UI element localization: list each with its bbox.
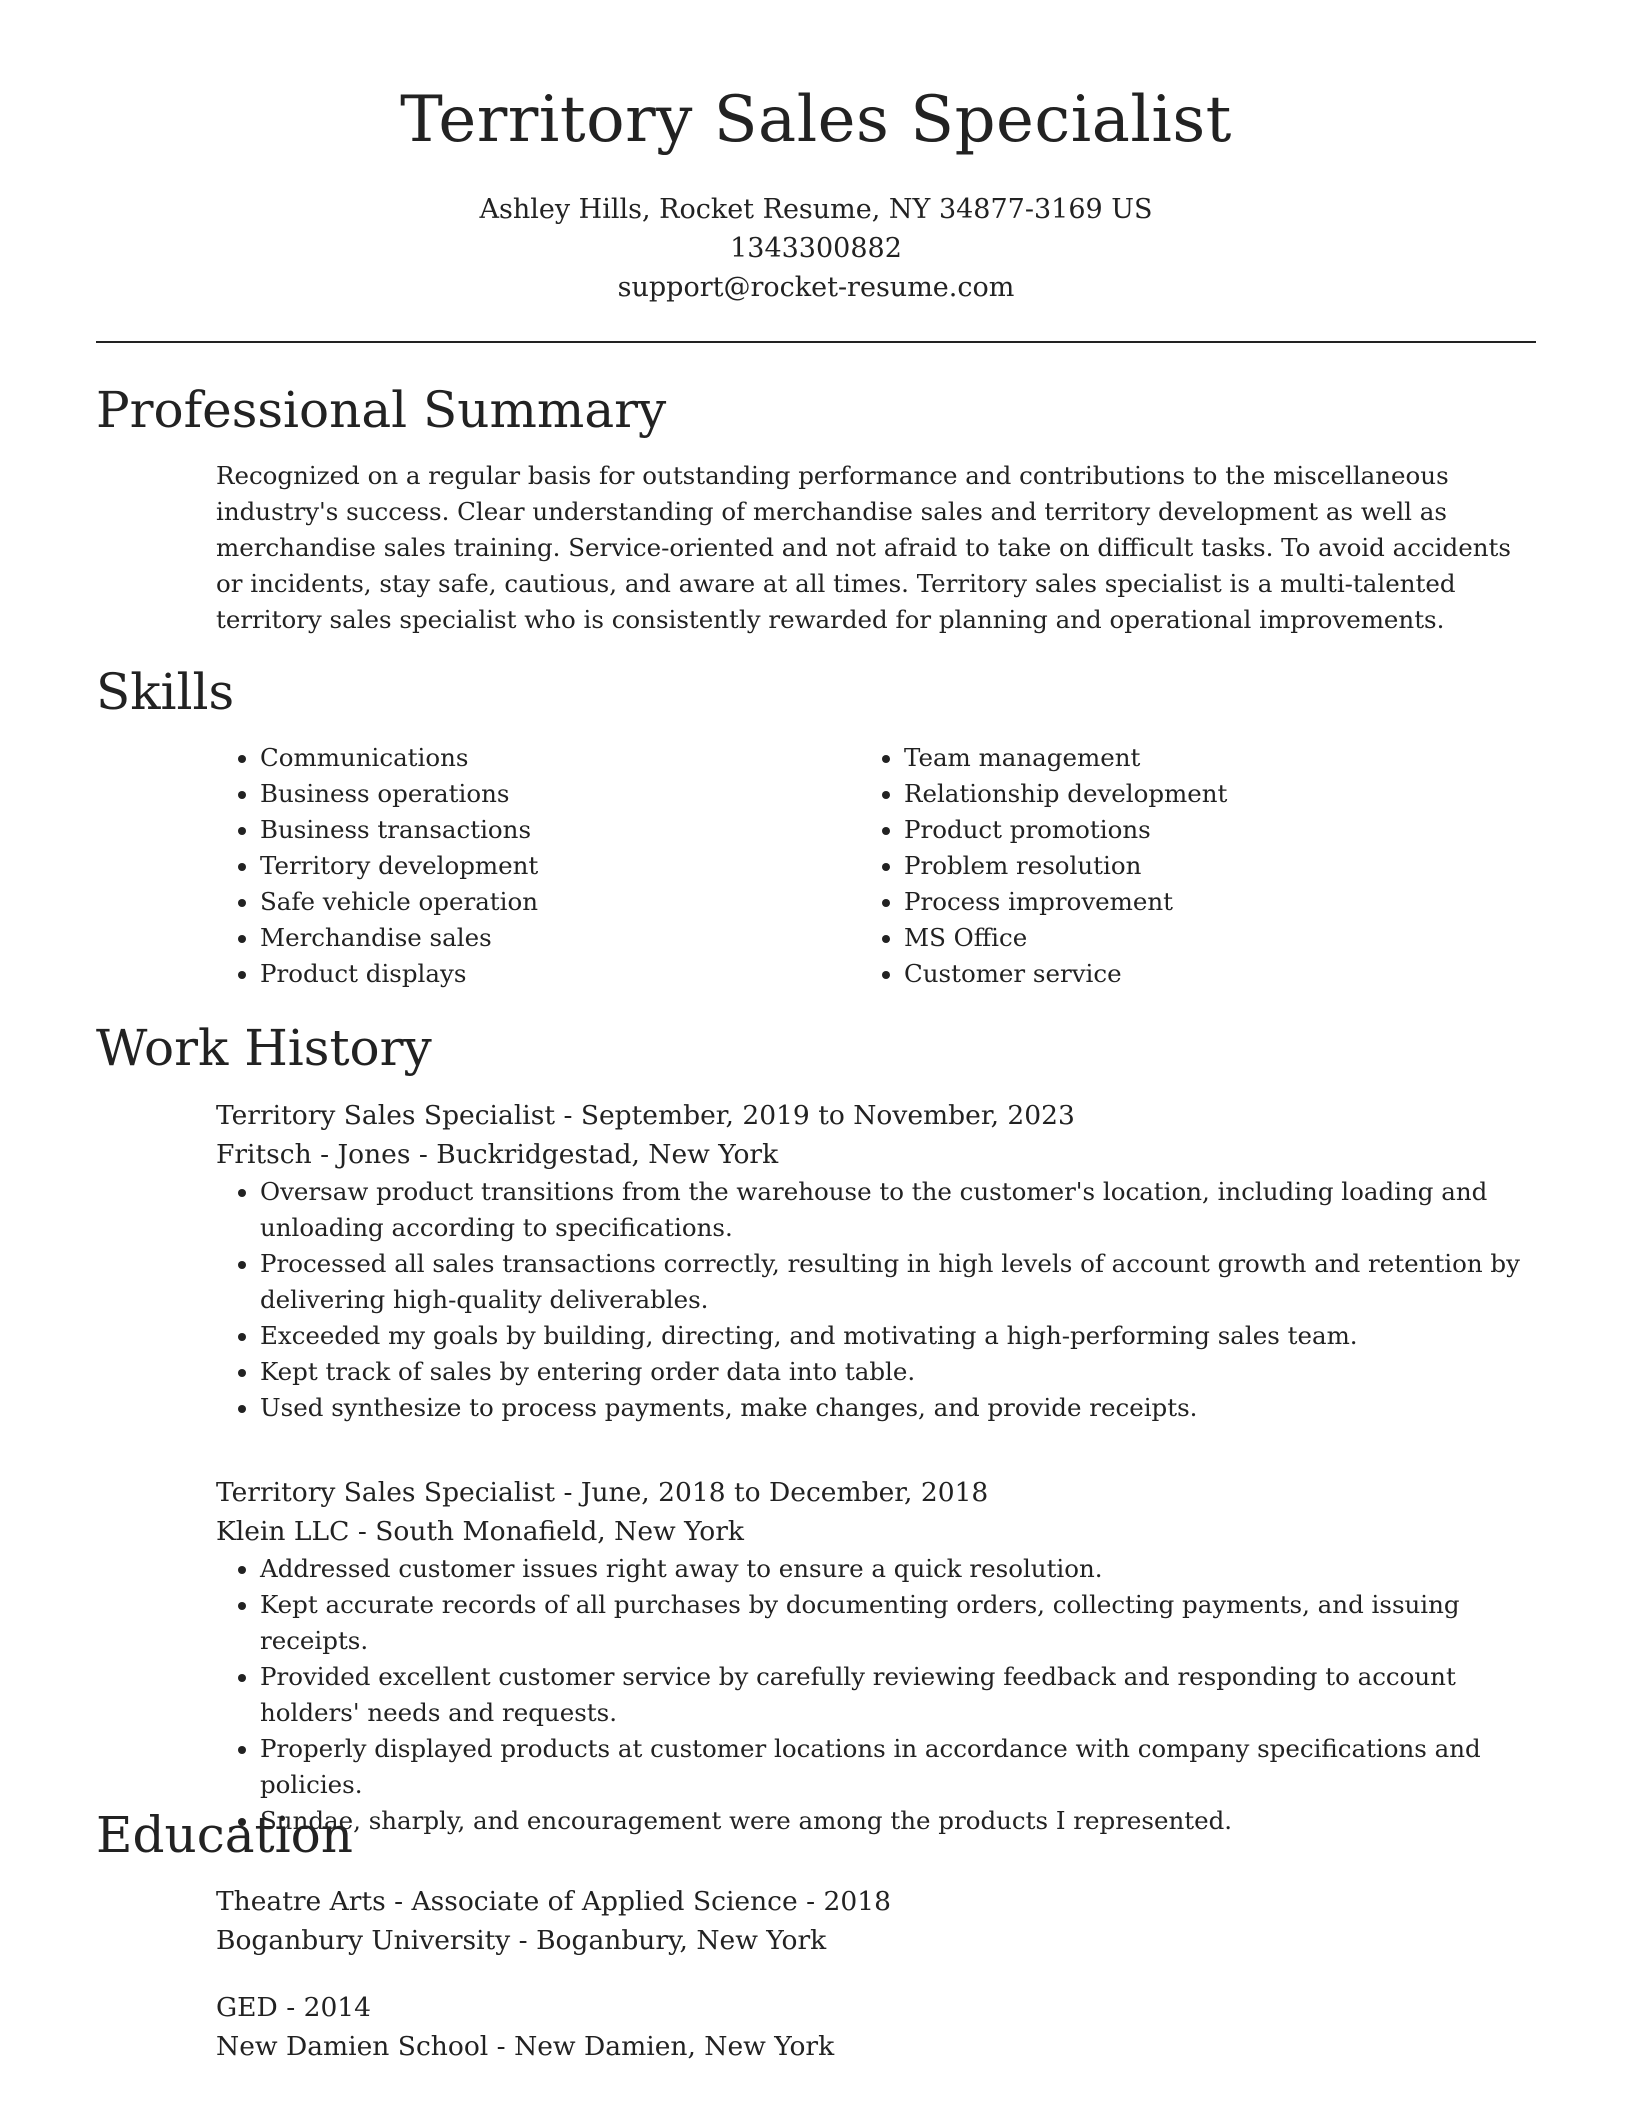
skills-list-left xyxy=(216,740,856,992)
education-field: Theatre Arts xyxy=(216,1886,386,1917)
resume-header xyxy=(96,80,1536,307)
job-company: Klein LLC xyxy=(216,1516,350,1547)
summary-heading: Professional Summary xyxy=(96,381,667,439)
job-title-line: Territory Sales Specialist - September, 2019 to November, 2023 xyxy=(216,1100,1075,1131)
education-degree-line: Theatre Arts - Associate of Applied Science - 2018 xyxy=(216,1886,891,1917)
skill-item: • Territory development xyxy=(260,848,856,884)
education-entry xyxy=(216,1988,1536,2066)
skill-item: • Communications xyxy=(260,740,856,776)
job-location: South Monafield, New York xyxy=(375,1516,744,1547)
education-year: 2018 xyxy=(823,1886,891,1917)
skill-item: • Business transactions xyxy=(260,812,856,848)
job-bullet: • Oversaw product transitions from the warehouse to the customer's location, including loading and unloading according to specifications. xyxy=(260,1174,1536,1246)
job-bullet: • Provided excellent customer service by carefully reviewing feedback and responding to account holders' needs and requests. xyxy=(260,1659,1536,1731)
summary-text: Recognized on a regular basis for outstanding performance and contributions to the miscellaneous industry's success. Clear understanding of merchandise sales and territory development as well as merchandise sales training. Service-oriented and not afraid to take on difficult tasks. To avoid accidents or incidents, stay safe, cautious, and aware at all times. Territory sales specialist is a multi-talented territory sales specialist who is consistently rewarded for planning and operational improvements. xyxy=(216,461,1511,634)
skill-item: • Team management xyxy=(904,740,1500,776)
skill-item: • Merchandise sales xyxy=(260,920,856,956)
contact-email[interactable]: support@rocket-resume.com xyxy=(617,272,1015,303)
skill-item: • Product displays xyxy=(260,956,856,992)
skill-item: • Product promotions xyxy=(904,812,1500,848)
skills-heading: Skills xyxy=(96,663,235,721)
job-bullet: • Exceeded my goals by building, directing, and motivating a high-performing sales team. xyxy=(260,1318,1536,1354)
job-position: Territory Sales Specialist xyxy=(216,1477,556,1508)
job-location: Buckridgestad, New York xyxy=(436,1139,779,1170)
work-history-heading: Work History xyxy=(96,1019,432,1077)
education-school: New Damien School xyxy=(216,2031,489,2062)
education-school-line: New Damien School - New Damien, New York xyxy=(216,2031,835,2062)
header-divider xyxy=(96,341,1536,343)
skill-item: • Business operations xyxy=(260,776,856,812)
job-entry xyxy=(216,1473,1536,1839)
education-school-line: Boganbury University - Boganbury, New York xyxy=(216,1925,827,1956)
education-degree: GED xyxy=(216,1992,278,2023)
job-company-line: Fritsch - Jones - Buckridgestad, New York xyxy=(216,1139,779,1170)
skill-item: • Problem resolution xyxy=(904,848,1500,884)
job-company: Fritsch - Jones xyxy=(216,1139,411,1170)
skill-item: • Process improvement xyxy=(904,884,1500,920)
job-bullet: • Addressed customer issues right away to ensure a quick resolution. xyxy=(260,1551,1536,1587)
contact-address: Ashley Hills, Rocket Resume, NY 34877-3169 US xyxy=(479,194,1153,225)
education-location: Boganbury, New York xyxy=(536,1925,827,1956)
education-heading: Education xyxy=(96,1806,353,1864)
skill-item: • Customer service xyxy=(904,956,1500,992)
job-company-line: Klein LLC - South Monafield, New York xyxy=(216,1516,744,1547)
skill-item: • Safe vehicle operation xyxy=(260,884,856,920)
job-bullet: • Processed all sales transactions correctly, resulting in high levels of account growth and retention by delivering high-quality deliverables. xyxy=(260,1246,1536,1318)
skills-list-right xyxy=(860,740,1500,992)
job-title-line: Territory Sales Specialist - June, 2018 to December, 2018 xyxy=(216,1477,989,1508)
candidate-name: Territory Sales Specialist xyxy=(400,83,1232,157)
contact-phone: 1343300882 xyxy=(730,233,902,264)
skill-item: • MS Office xyxy=(904,920,1500,956)
education-location: New Damien, New York xyxy=(514,2031,835,2062)
job-bullet: • Sundae, sharply, and encouragement were among the products I represented. xyxy=(260,1803,1536,1839)
job-position: Territory Sales Specialist xyxy=(216,1100,556,1131)
education-degree-line: GED - 2014 xyxy=(216,1992,372,2023)
education-degree: Associate of Applied Science xyxy=(411,1886,798,1917)
education-year: 2014 xyxy=(303,1992,372,2023)
education-school: Boganbury University xyxy=(216,1925,511,1956)
job-dates: June, 2018 to December, 2018 xyxy=(580,1477,989,1508)
job-bullets xyxy=(216,1174,1536,1426)
job-bullet: • Kept accurate records of all purchases by documenting orders, collecting payments, and issuing receipts. xyxy=(260,1587,1536,1659)
skill-item: • Relationship development xyxy=(904,776,1500,812)
job-bullet: • Kept track of sales by entering order data into table. xyxy=(260,1354,1536,1390)
job-bullet: • Properly displayed products at customer locations in accordance with company specifications and policies. xyxy=(260,1731,1536,1803)
job-bullets xyxy=(216,1551,1536,1839)
job-bullet: • Used synthesize to process payments, make changes, and provide receipts. xyxy=(260,1390,1536,1426)
job-entry xyxy=(216,1096,1536,1426)
education-entry xyxy=(216,1882,1536,1960)
job-dates: September, 2019 to November, 2023 xyxy=(580,1100,1075,1131)
